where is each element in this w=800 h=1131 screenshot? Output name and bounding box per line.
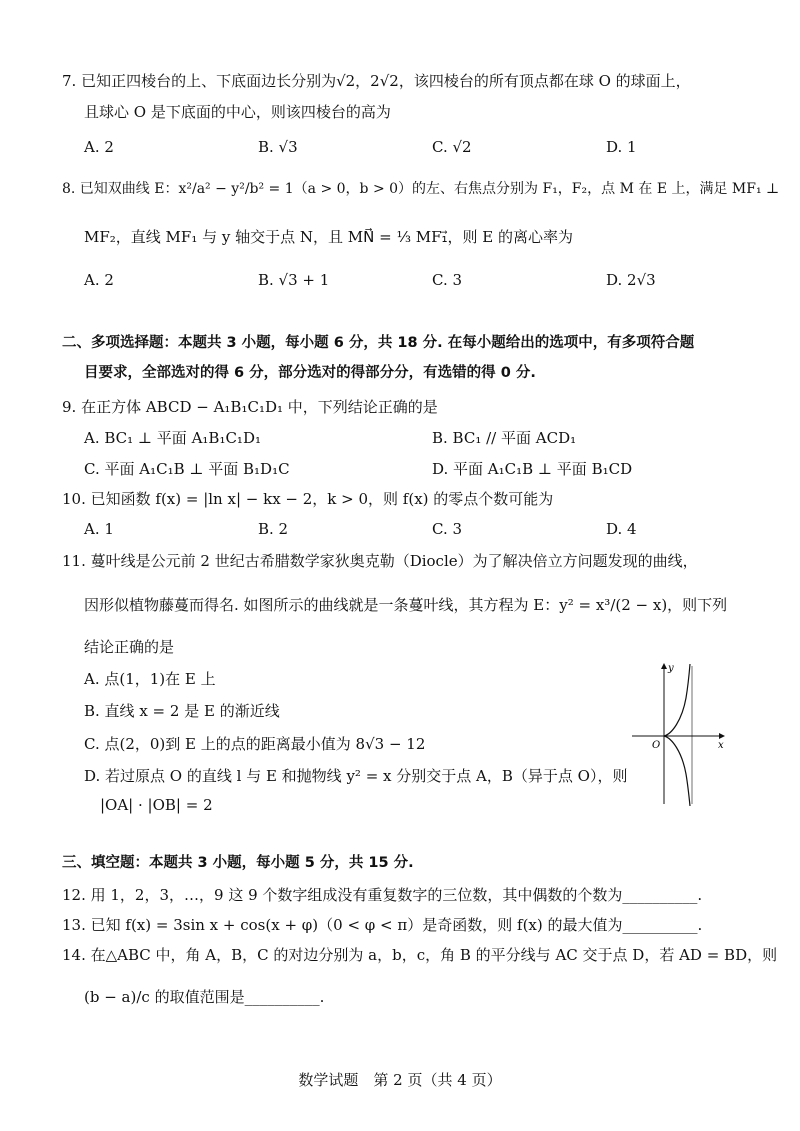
q9-option-b: B. BC₁ // 平面 ACD₁	[432, 429, 577, 447]
q7-option-a: A. 2	[84, 138, 114, 156]
q8-line1: 8. 已知双曲线 E：x²/a² − y²/b² = 1（a > 0，b > 0）的左、右焦点分别为 F₁，F₂，点 M 在 E 上，满足 MF₁ ⊥	[62, 181, 780, 197]
q7-line2: 且球心 O 是下底面的中心，则该四棱台的高为	[84, 103, 391, 121]
section2-heading-line2: 目要求，全部选对的得 6 分，部分选对的得部分分，有选错的得 0 分.	[84, 365, 536, 381]
q14-line1: 14. 在△ABC 中，角 A，B，C 的对边分别为 a，b，c，角 B 的平分线与 AC 交于点 D，若 AD = BD，则	[62, 946, 778, 964]
q7-line1: 7. 已知正四棱台的上、下底面边长分别为√2，2√2，该四棱台的所有顶点都在球 O 的球面上，	[62, 72, 691, 90]
page-footer: 数学试题 第 2 页（共 4 页）	[298, 1071, 502, 1089]
q9-option-a: A. BC₁ ⊥ 平面 A₁B₁C₁D₁	[84, 429, 261, 447]
q8-line2: MF₂，直线 MF₁ 与 y 轴交于点 N，且 MN⃗ = ⅓ MF₁⃗，则 E 的离心率为	[84, 228, 574, 246]
q13-text: 13. 已知 f(x) = 3sin x + cos(x + φ)（0 < φ < π）是奇函数，则 f(x) 的最大值为__________.	[62, 916, 703, 934]
q10-stem: 10. 已知函数 f(x) = |ln x| − kx − 2，k > 0，则 f(x) 的零点个数可能为	[62, 490, 554, 508]
figure-x-label: x	[718, 740, 724, 751]
q8-option-d: D. 2√3	[606, 271, 656, 289]
q9-option-d: D. 平面 A₁C₁B ⊥ 平面 B₁CD	[432, 460, 633, 478]
q11-line3: 结论正确的是	[84, 638, 175, 656]
figure-y-label: y	[668, 663, 674, 674]
q12-text: 12. 用 1，2，3，…，9 这 9 个数字组成没有重复数字的三位数，其中偶数的个数为__________.	[62, 886, 703, 904]
q11-line1: 11. 蔓叶线是公元前 2 世纪古希腊数学家狄奥克勒（Diocle）为了解决倍立方问题发现的曲线，	[62, 552, 698, 570]
q11-option-b: B. 直线 x = 2 是 E 的渐近线	[84, 702, 280, 720]
q10-option-b: B. 2	[258, 520, 289, 538]
q9-stem: 9. 在正方体 ABCD − A₁B₁C₁D₁ 中，下列结论正确的是	[62, 398, 438, 416]
q11-option-a: A. 点(1，1)在 E 上	[84, 670, 216, 688]
figure-origin-label: O	[652, 740, 661, 751]
q9-option-c: C. 平面 A₁C₁B ⊥ 平面 B₁D₁C	[84, 460, 290, 478]
section2-heading-line1: 二、多项选择题：本题共 3 小题，每小题 6 分，共 18 分. 在每小题给出的选项中，有多项符合题	[62, 335, 695, 351]
curve-upper-branch	[664, 664, 690, 736]
curve-lower-branch	[664, 736, 690, 806]
q8-option-a: A. 2	[84, 271, 114, 289]
q11-line2: 因形似植物藤蔓而得名. 如图所示的曲线就是一条蔓叶线，其方程为 E：y² = x³/(2 − x)，则下列	[84, 596, 728, 614]
q7-option-c: C. √2	[432, 138, 472, 156]
q7-option-d: D. 1	[606, 138, 637, 156]
q10-option-c: C. 3	[432, 520, 463, 538]
q8-option-c: C. 3	[432, 271, 463, 289]
section3-heading: 三、填空题：本题共 3 小题，每小题 5 分，共 15 分.	[62, 855, 414, 871]
q11-option-d-line2: |OA| · |OB| = 2	[100, 796, 213, 814]
q8-option-b: B. √3 + 1	[258, 271, 330, 289]
cissoid-figure	[630, 658, 730, 808]
q10-option-a: A. 1	[84, 520, 114, 538]
q11-option-c: C. 点(2，0)到 E 上的点的距离最小值为 8√3 − 12	[84, 735, 426, 753]
q11-option-d-line1: D. 若过原点 O 的直线 l 与 E 和抛物线 y² = x 分别交于点 A，B（异于点 O），则	[84, 767, 628, 785]
q10-option-d: D. 4	[606, 520, 637, 538]
q7-option-b: B. √3	[258, 138, 298, 156]
q14-line2: (b − a)/c 的取值范围是__________.	[84, 988, 325, 1006]
